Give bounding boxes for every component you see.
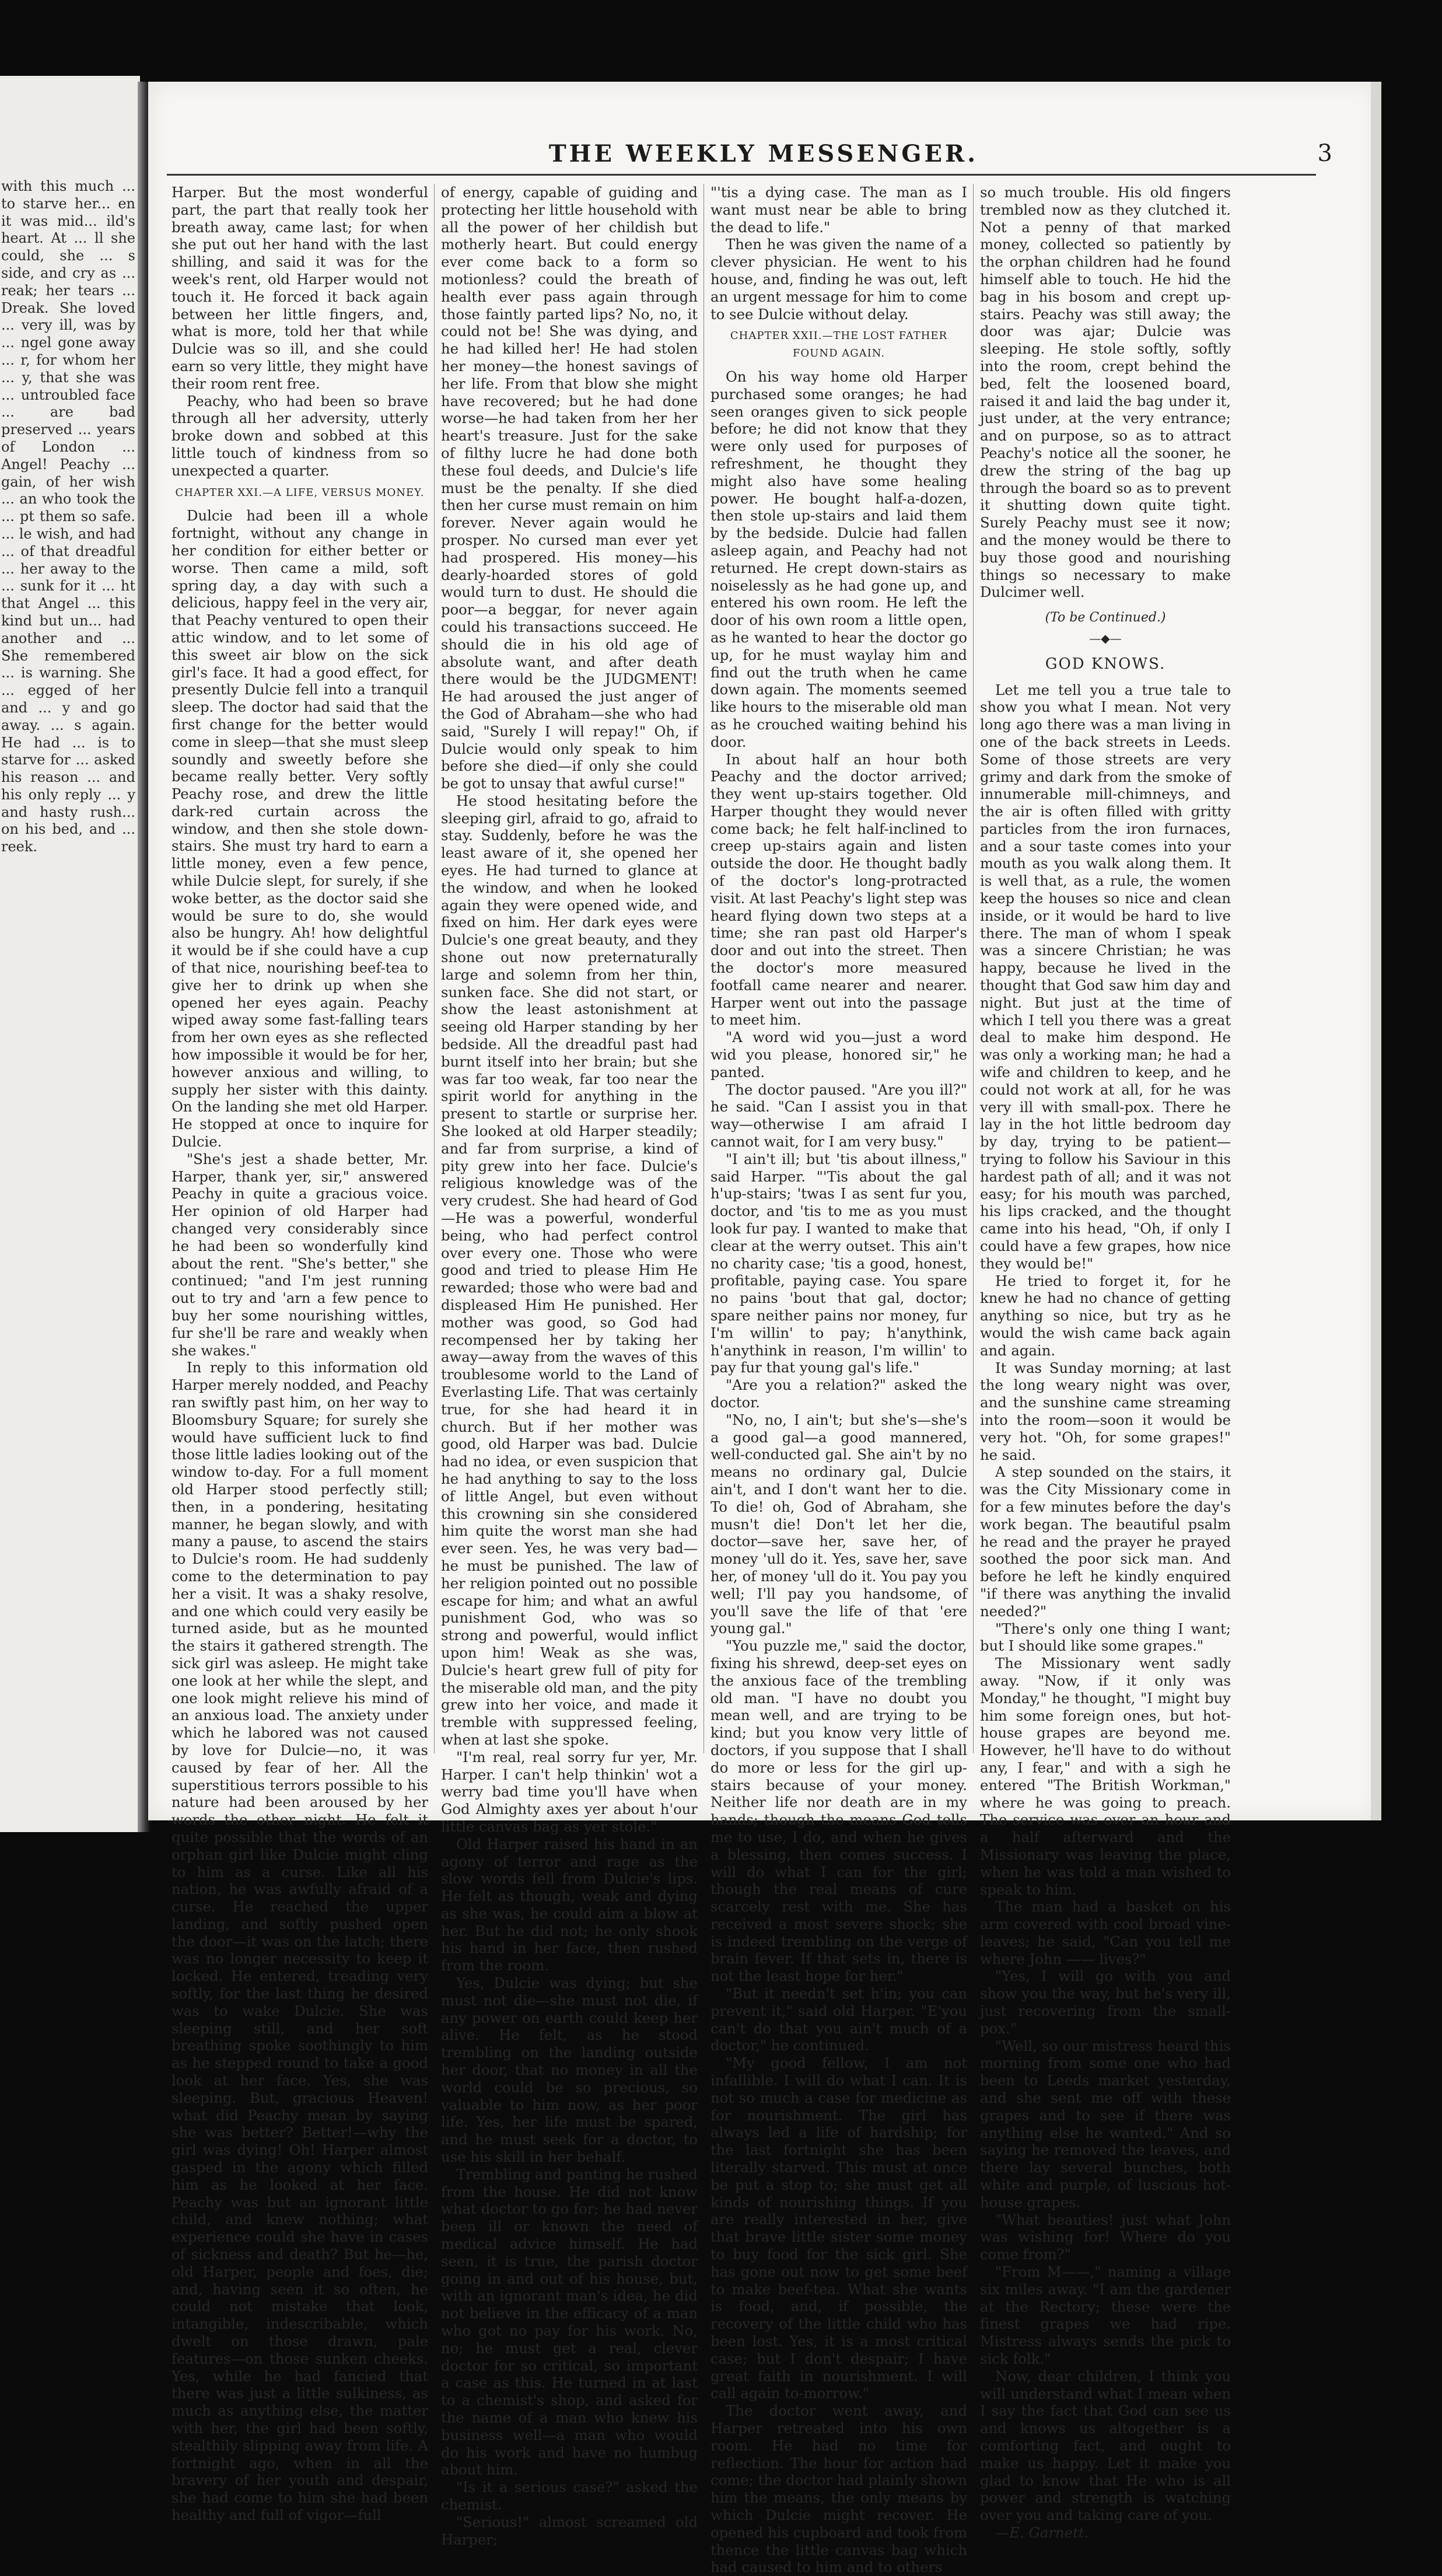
paragraph: Trembling and panting he rushed from the house. He did not know what doctor to go for; he had never been ill or known the need of medical advice himself. He had seen, it is true, the parish doctor going in and out of his house, but, with an ignorant man's idea, he did not believe in the efficacy of a man who got no pay for his work. No, no; he must get a real, clever doctor for so critical, so important a case as this. He turned in at last to a chemist's shop, and asked for the name of a man who knew his business well—a man who would do his work and have no humbug about him. bbox=[441, 2165, 698, 2479]
paragraph: He stood hesitating before the sleeping girl, afraid to go, afraid to stay. Suddenly, before he was the least aware of it, she opened her eyes. He had turned to glance at the window, and when he looked again they were opened wide, and fixed on him. Her dark eyes were Dulcie's one great beauty, and they shone out now preternaturally large and solemn from her thin, sunken face. She did not start, or show the least astonishment at seeing old Harper standing by her bedside. All the dreadful past had burnt itself into her brain; but she was far too weak, far too near the spirit world for anything in the present to startle or surprise her. She looked at old Harper steadily; and far from surprise, a kind of pity grew into her face. Dulcie's religious knowledge was of the very crudest. She had heard of God—He was a powerful, wonderful being, who had perfect control over every one. Those who were good and tried to please Him He rewarded; those who were bad and displeased Him He punished. Her mother was good, so God had recompensed her by taking her away—away from the waves of this troublesome world to the Land of Everlasting Life. That was certainly true, for she had heard it in church. But if her mother was good, old Harper was bad. Dulcie had no idea, or even suspicion that he had anything to say to the loss of little Angel, but even without this crowning sin she considered him quite the worst man she had ever seen. Yes, he was very bad—he must be punished. The law of her religion pointed out no possible escape for him; and what an awful punishment God, who was so strong and powerful, would inflict upon him! Weak as she was, Dulcie's heart grew full of pity for the miserable old man, and the pity grew into her voice, and made it tremble with suppressed feeling, when at last she spoke. bbox=[441, 792, 698, 1748]
newspaper-page bbox=[148, 82, 1379, 2576]
column-divider bbox=[434, 184, 435, 1753]
story-title: GOD KNOWS. bbox=[1045, 655, 1166, 673]
paragraph: "I ain't ill; but 'tis about illness," said Harper. "'Tis about the gal h'up-stairs; 'twas I as sent fur you, doctor, and 'tis to me as you must look fur pay. I wanted to make that clear at the werry outset. This ain't no charity case; 'tis a good, honest, profitable, paying case. You spare no pains 'bout that gal, doctor; spare neither pains nor money, fur I'm willin' to pay; h'anythink, h'anythink in reason, I'm willin' to pay fur that young gal's life." bbox=[710, 1150, 967, 1376]
column-3 bbox=[710, 184, 967, 2576]
paragraph: "I'm real, real sorry fur yer, Mr. Harper. I can't help thinkin' wot a werry bad time you'll have when God Almighty axes yer about h'our little canvas bag as yer stole." bbox=[441, 1748, 698, 1835]
column-4 bbox=[980, 184, 1231, 2542]
chapter-heading: CHAPTER XXII.—THE LOST FATHER FOUND AGAIN. bbox=[730, 330, 948, 360]
paragraph: "Is it a serious case?" asked the chemist. bbox=[441, 2479, 698, 2513]
paragraph: "'tis a dying case. The man as I want must near be able to bring the dead to life." bbox=[710, 184, 967, 236]
paragraph: The doctor paused. "Are you ill?" he said. "Can I assist you in that way—otherwise I am afraid I cannot wait, for I am very busy." bbox=[710, 1081, 967, 1151]
page-number: 3 bbox=[1317, 140, 1332, 167]
paragraph: "Yes, I will go with you and show you the way, but he's very ill, just recovering from the small-pox." bbox=[980, 1967, 1231, 2037]
ornament-divider: —◆— bbox=[1089, 631, 1122, 645]
paragraph: Dulcie had been ill a whole fortnight, without any change in her condition for either better or worse. Then came a mild, soft spring day, a day with such a delicious, happy feel in the very air, that Peachy ventured to open their attic window, and to let some of this sweet air blow on the sick girl's face. It had a good effect, for presently Dulcie fell into a tranquil sleep. The doctor had said that the first change for the better would come in sleep—that she must sleep soundly and sweetly before she became really better. Very softly Peachy rose, and drew the little dark-red curtain across the window, and then she stole down-stairs. She must try hard to earn a little money, even a few pence, while Dulcie slept, for surely, if she woke better, as the doctor said she would be sure to do, she would also be hungry. Ah! how delightful it would be if she could have a cup of that nice, nourishing beef-tea to give her to drink up when she opened her eyes again. Peachy wiped away some fast-falling tears from her own eyes as she reflected how impossible it would be for her, however anxious and willing, to supply her sister with this dainty. On the landing she met old Harper. He stopped at once to inquire for Dulcie. bbox=[172, 507, 428, 1151]
paragraph: It was Sunday morning; at last the long weary night was over, and the sunshine came streaming into the room—soon it would be very hot. "Oh, for some grapes!" he said. bbox=[980, 1359, 1231, 1463]
header-rule bbox=[167, 174, 1316, 176]
paragraph: On his way home old Harper purchased some oranges; he had seen oranges given to sick people before; he did not know that they were only used for purposes of refreshment, he thought they might also have some healing power. He bought half-a-dozen, then stole up-stairs and laid them by the bedside. Dulcie had fallen asleep again, and Peachy had not returned. He crept down-stairs as noiselessly as he had gone up, and entered his own room. He left the door of his own room a little open, as he wanted to hear the doctor go up, for he must waylay him and find out the truth when he came down again. The moments seemed like hours to the miserable old man as he crouched waiting behind his door. bbox=[710, 368, 967, 750]
column-2 bbox=[441, 184, 698, 2548]
author-signature: —E. Garnett. bbox=[995, 2523, 1089, 2541]
paragraph: "You puzzle me," said the doctor, fixing his shrewd, deep-set eyes on the anxious face of the trembling old man. "I have no doubt you mean well, and are trying to be kind; but you know very little of doctors, if you suppose that I shall do more or less for the girl up-stairs because of your money. Neither life nor death are in my hands; though the means God tells me to use, I do, and when he gives a blessing, then comes success. I will do what I can for the girl; though the real means of cure scarcely rest with me. She has received a most severe shock; she is indeed trembling on the verge of brain fever. If that sets in, there is not the least hope for her." bbox=[710, 1637, 967, 1985]
paragraph: "A word wid you—just a word wid you please, honored sir," he panted. bbox=[710, 1029, 967, 1081]
paragraph: The man had a basket on his arm covered with cool broad vine-leaves; he said, "Can you tell me where John —— lives?" bbox=[980, 1898, 1231, 1967]
paragraph: Harper. But the most wonderful part, the part that really took her breath away, came last; for when she put out her hand with the last shilling, and said it was for the week's rent, old Harper would not touch it. He forced it back again between her little fingers, and, what is more, told her that while Dulcie was so ill, and she could earn so very little, they might have their room rent free. bbox=[172, 184, 428, 392]
paragraph: Let me tell you a true tale to show you what I mean. Not very long ago there was a man living in one of the back streets in Leeds. Some of those streets are very grimy and dark from the smoke of innumerable mill-chimneys, and the air is often filled with gritty particles from the iron furnaces, and a sour taste comes into your mouth as you walk along them. It is well that, as a rule, the women keep the houses so nice and clean inside, or it would be hard to live there. The man of whom I speak was a sincere Christian; he was happy, because he lived in the thought that God saw him day and night. But just at the time of which I tell you there was a great deal to make him despond. He was only a working man; he had a wife and children to keep, and he could not work at all, for he was very ill with small-pox. There he lay in the hot little bedroom day by day, trying to be patient—trying to follow his Saviour in this hardest path of all; and it was not easy; for his mouth was parched, his lips cracked, and the thought came into his head, "Oh, if only I could have a few grapes, how nice they would be!" bbox=[980, 681, 1231, 1272]
paragraph: "No, no, I ain't; but she's—she's a good gal—a good mannered, well-conducted gal. She ain't by no means no ordinary gal, Dulcie ain't, and I don't want her to die. To die! oh, God of Abraham, she musn't die! Don't let her die, doctor—save her, save her, of money 'ull do it. Yes, save her, save her, of money 'ull do it. You pay you well; I'll pay you handsome, of you'll save the life of that 'ere young gal." bbox=[710, 1411, 967, 1637]
paragraph: A step sounded on the stairs, it was the City Missionary come in for a few minutes before the day's work began. The beautiful psalm he read and the prayer he prayed soothed the poor sick man. And before he left he kindly enquired "if there was anything the invalid needed?" bbox=[980, 1463, 1231, 1620]
paragraph: Old Harper raised his hand in an agony of terror and rage as the slow words fell from Dulcie's lips. He felt as though, weak and dying as she was, he could aim a blow at her. But he did not; he only shook his hand in her face, then rushed from the room. bbox=[441, 1835, 698, 1974]
paragraph: Yes, Dulcie was dying; but she must not die—she must not die, if any power on earth could keep her alive. He felt, as he stood trembling on the landing outside her door, that no money in all the world could be so precious, so valuable to him now, as her poor life. Yes, her life must be spared, and he must seek for a doctor, to use his skill in her behalf. bbox=[441, 1974, 698, 2166]
page-edge bbox=[1371, 82, 1381, 1820]
paragraph: "Well, so our mistress heard this morning from some one who had been to Leeds market yesterday, and she sent me off with these grapes and to see if there was anything else he wanted." And so saying he removed the leaves, and there lay several bunches, both white and purple, of luscious hot-house grapes. bbox=[980, 2037, 1231, 2211]
paragraph: He tried to forget it, for he knew he had no chance of getting anything so nice, but try as he would the wish came back again and again. bbox=[980, 1272, 1231, 1359]
paragraph: Now, dear children, I think you will understand what I mean when I say the fact that God can see us and knows us altogether is a comforting fact, and ought to make us happy. Let it make you glad to know that He who is all power and strength is watching over you and taking care of you. bbox=[980, 2367, 1231, 2524]
paragraph: so much trouble. His old fingers trembled now as they clutched it. Not a penny of that marked money, collected so patiently by the orphan children had he found himself able to touch. He hid the bag in his bosom and crept up-stairs. Peachy was still away; the door was ajar; Dulcie was sleeping. He stole softly, softly into the room, crept behind the bed, felt the loosened board, raised it and laid the bag under it, just under, at the very entrance; and on purpose, so as to attract Peachy's notice all the sooner, he drew the string of the bag up through the board so as to prevent it shutting down quite tight. Surely Peachy must see it now; and the money would be there to buy those good and nourishing things so necessary to make Dulcimer well. bbox=[980, 184, 1231, 601]
adjacent-page-fragment bbox=[0, 76, 140, 1832]
paragraph: In reply to this information old Harper merely nodded, and Peachy ran swiftly past him, on her way to Bloomsbury Square; for surely she would have sufficient luck to find those little ladies looking out of the window to-day. For a full moment old Harper stood perfectly still; then, in a pondering, hesitating manner, he began slowly, and with many a pause, to ascend the stairs to Dulcie's room. He had suddenly come to the determination to pay her a visit. It was a shaky resolve, and one which could very easily be turned aside, but as he mounted the stairs it gathered strength. The sick girl was asleep. He might take one look at her while the slept, and one look might relieve his mind of an anxious load. The anxiety under which he labored was not caused by love for Dulcie—no, it was caused by fear of her. All the superstitious terrors possible to his nature had been aroused by her words the other night. He felt it quite possible that the words of an orphan girl like Dulcie might cling to him as a curse. Like all his nation, he was awfully afraid of a curse. He reached the upper landing, and softly pushed open the door—it was on the latch; there was no longer necessity to keep it locked. He entered, treading very softly, for the last thing he desired was to wake Dulcie. She was sleeping still, and her soft breathing spoke soothingly to him as he stepped round to take a good look at her face. Yes, she was sleeping. But, gracious Heaven! what did Peachy mean by saying she was better? Better!—why the girl was dying! Oh! Harper almost gasped in the agony which filled him as he looked at her face. Peachy was but an ignorant little child, and knew nothing; what experience could she have in cases of sickness and death? But he—he, old Harper, people and foes, die; and, having seen it so often, he could not mistake that look, intangible, indescribable, which dwelt on those drawn, pale features—on those sunken cheeks. Yes, while he had fancied that there was just a little sulkiness, as much as anything else, the matter with her, the girl had been softly, stealthily slipping away from life. A fortnight ago, when in all the bravery of her youth and despair, she had come to him she had been healthy and full of vigor—full bbox=[172, 1359, 428, 2523]
paragraph: "There's only one thing I want; but I should like some grapes." bbox=[980, 1620, 1231, 1655]
paragraph: Peachy, who had been so brave through all her adversity, utterly broke down and sobbed at this little touch of kindness from so unexpected a quarter. bbox=[172, 392, 428, 479]
to-be-continued: (To be Continued.) bbox=[1045, 610, 1166, 625]
paragraph: Then he was given the name of a clever physician. He went to his house, and, finding he was out, left an urgent message for him to come to see Dulcie without delay. bbox=[710, 236, 967, 323]
paragraph: "From M——," naming a village six miles away. "I am the gardener at the Rectory; these were the finest grapes we had ripe. Mistress always sends the pick to sick folk." bbox=[980, 2263, 1231, 2368]
paragraph: In about half an hour both Peachy and the doctor arrived; they went up-stairs together. Old Harper thought they would never come back; he felt half-inclined to creep up-stairs again and listen outside the door. He thought badly of the doctor's long-protracted visit. At last Peachy's light step was heard flying down two steps at a time; she ran past old Harper's door and out into the street. Then the doctor's more measured footfall came nearer and nearer. Harper went out into the passage to meet him. bbox=[710, 750, 967, 1029]
paragraph: The doctor went away, and Harper retreated into his own room. He had no time for reflection. The hour for action had come; the doctor had plainly shown him the means, the only means by which Dulcie might recover. He opened his cupboard and took from thence the little canvas bag which had caused to him and to others bbox=[710, 2402, 967, 2576]
paragraph: "Are you a relation?" asked the doctor. bbox=[710, 1376, 967, 1411]
chapter-heading: CHAPTER XXI.—A LIFE, VERSUS MONEY. bbox=[175, 486, 425, 499]
paragraph: "What beauties! just what John was wishing for! Where do you come from?" bbox=[980, 2211, 1231, 2263]
paragraph: of energy, capable of guiding and protecting her little household with all the power of her childish but motherly heart. But could energy ever come back to a form so motionless? could the breath of health ever pass again through those faintly parted lips? No, no, it could not be! She was dying, and he had killed her! He had stolen her money—the honest savings of her life. From that blow she might have recovered; but he had done worse—he had taken from her her heart's treasure. Just for the sake of filthy lucre he had done both these foul deeds, and Dulcie's life must be the penalty. If she died then her curse must remain on him forever. Never again would he prosper. No cursed man ever yet had prospered. His money—his dearly-hoarded stores of gold would turn to dust. He should die poor—a beggar, for never again could his transactions succeed. He should die in his old age of absolute want, and after death there would be the JUDGMENT! He had aroused the just anger of the God of Abraham—she who had said, "Surely I will repay!" Oh, if Dulcie would only speak to him before she died—if only she could be got to unsay that awful curse!" bbox=[441, 184, 698, 792]
masthead bbox=[148, 82, 1379, 198]
paragraph: "She's jest a shade better, Mr. Harper, thank yer, sir," answered Peachy in quite a gracious voice. Her opinion of old Harper had changed very considerably since he had been so wonderfully kind about the rent. "She's better," she continued; "and I'm jest running out to try and 'arn a few pence to buy her some nourishing wittles, fur she'll be rare and weakly when she wakes." bbox=[172, 1150, 428, 1359]
adjacent-page-text: with this much ... to starve her... en it was mid... ild's heart. At ... ll she could, she ... s side, and cry as ... reak; her tears ... Dreak. She loved ... very ill, was by ... ngel gone away ... r, for whom her ... y, that she was ... untroubled face ... are bad preserved ... years of London ... Angel! Peachy ... gain, of her wish ... an who took the ... pt them so safe. ... le wish, and had ... of that dreadful ... her away to the ... sunk for it ... ht that Angel ... this kind but un... had another and ... She remembered ... is warning. She ... egged of her and ... y and go away. ... s again. He had ... is to starve for ... asked his reason ... and his only reply ... y and hasty rush... on his bed, and ... reek. bbox=[1, 178, 135, 855]
paragraph: "Serious!" almost screamed old Harper; bbox=[441, 2513, 698, 2548]
masthead-title: THE WEEKLY MESSENGER. bbox=[548, 140, 979, 167]
paragraph: The Missionary went sadly away. "Now, if it only was Monday," he thought, "I might buy him some foreign ones, but hot-house grapes are beyond me. However, he'll have to do without any, I fear," and with a sigh he entered "The British Workman," where he was going to preach. The service was over an hour and a half afterward and the Missionary was leaving the place, when he was told a man wished to speak to him. bbox=[980, 1655, 1231, 1898]
paragraph: "My good fellow, I am not infallible. I will do what I can. It is not so much a case for medicine as for nourishment. The girl has always led a life of hardship; for the last fortnight she has been literally starved. This must at once be put a stop to; she must get all kinds of nourishing things. If you are really interested in her, give that brave little sister some money to buy food for the sick girl. She has gone out now to get some beef to make beef-tea. What she wants is food, and, if possible, the recovery of the little child who has been lost. Yes, it is a most critical case; but I don't despair; I have great faith in nourishment. I will call again to-morrow." bbox=[710, 2054, 967, 2402]
column-divider bbox=[973, 184, 974, 1753]
column-1 bbox=[172, 184, 428, 2524]
paragraph: "But it needn't set h'in; you can prevent it," said old Harper. "E'you can't do that you ain't much of a doctor," he continued. bbox=[710, 1985, 967, 2054]
